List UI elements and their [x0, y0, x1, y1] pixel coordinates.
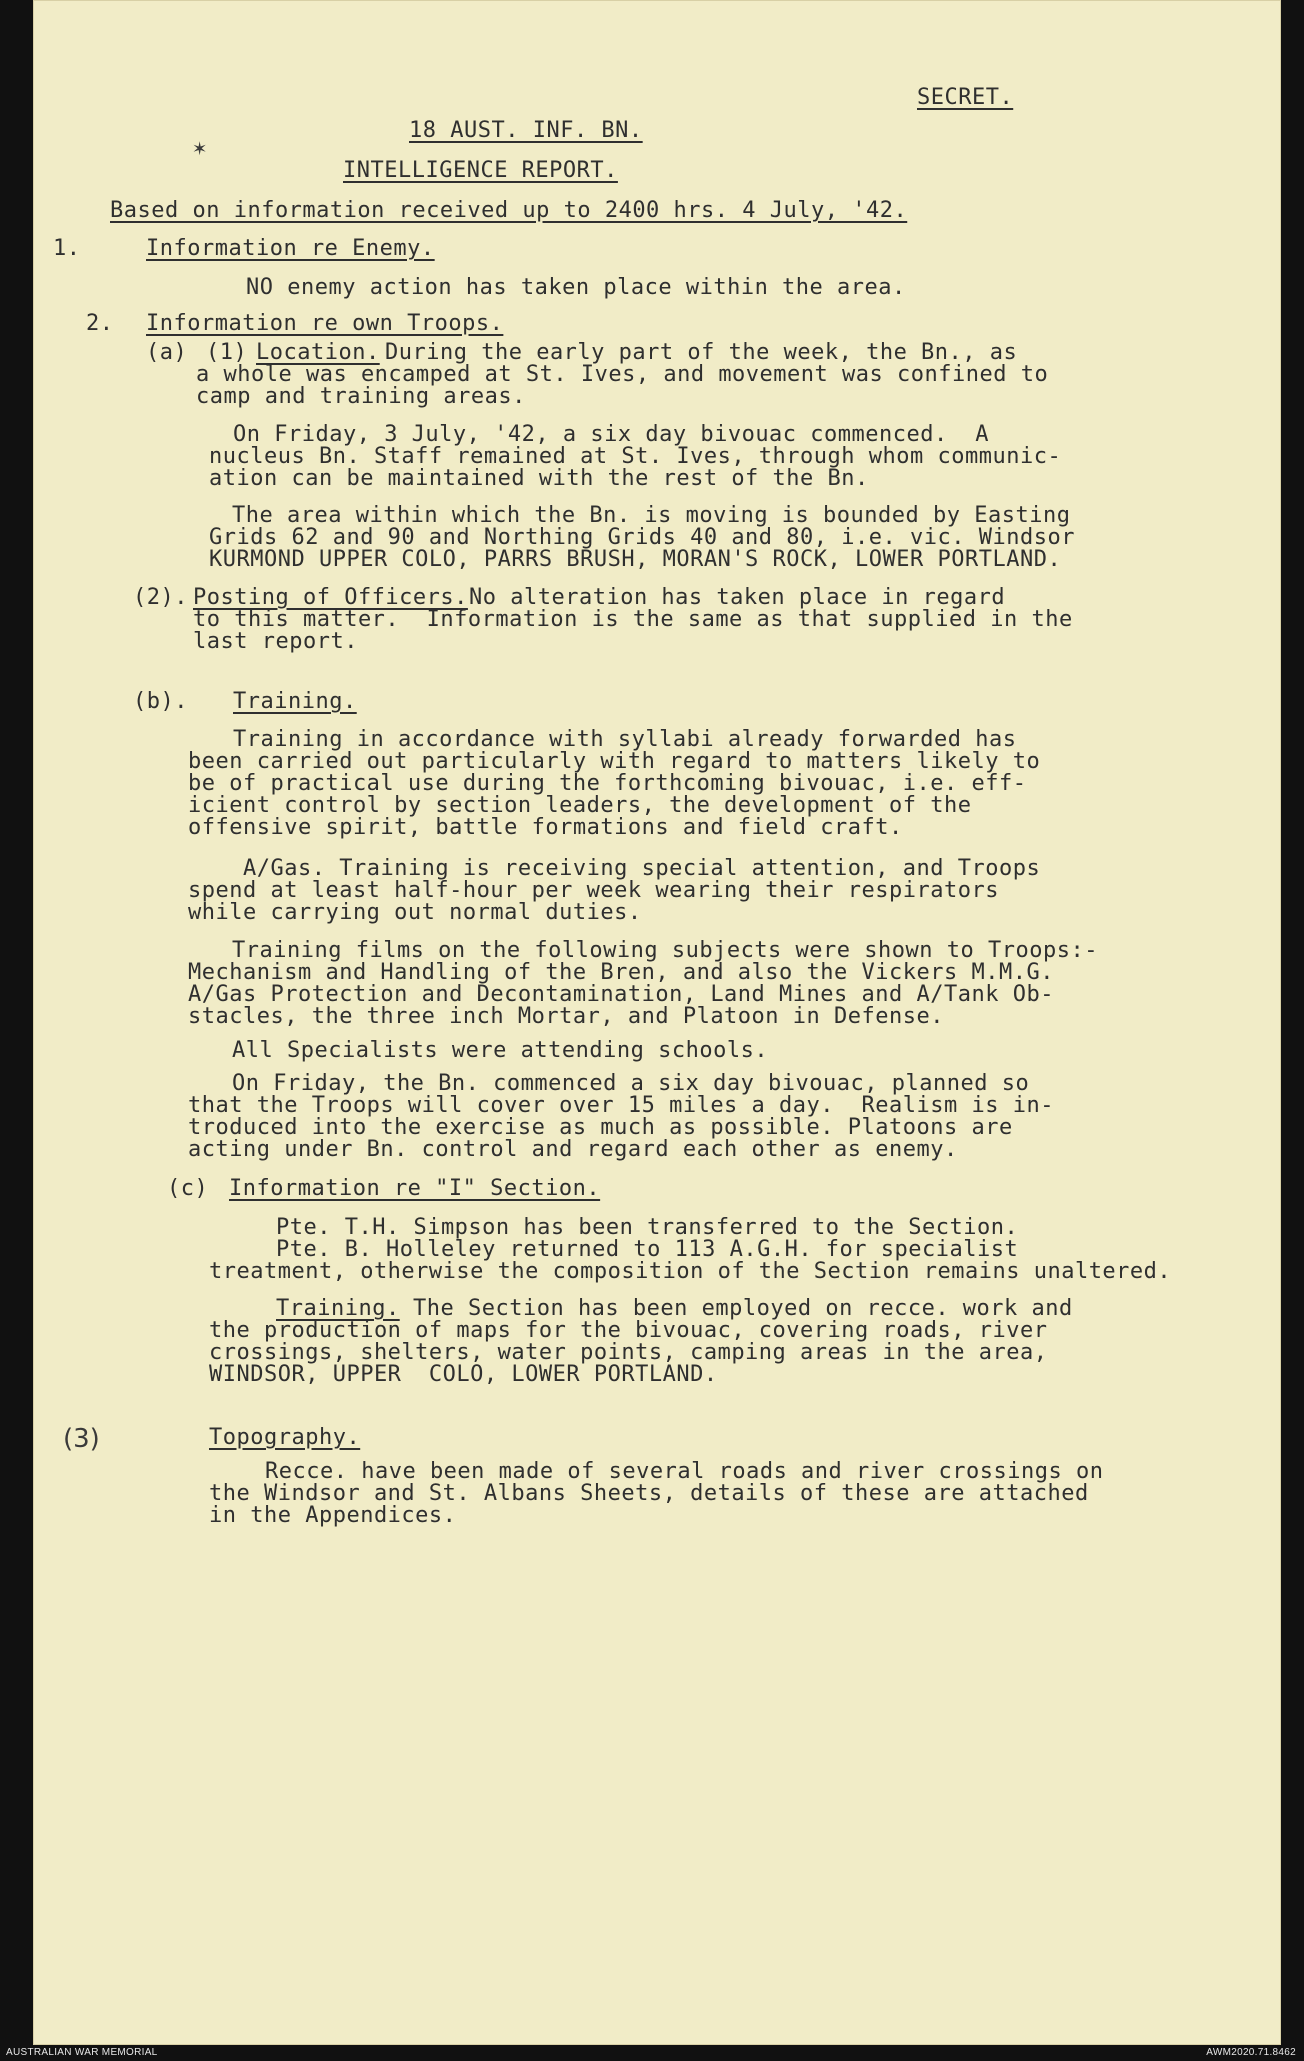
training-line: A/Gas Protection and Decontamination, Land Mines and A/Tank Ob- — [188, 982, 1054, 1007]
i-section-line: crossings, shelters, water points, camping areas in the area, — [209, 1340, 1048, 1365]
archive-footer-left: AUSTRALIAN WAR MEMORIAL — [6, 2047, 158, 2058]
training-line: A/Gas. Training is receiving special attention, and Troops — [243, 856, 1041, 881]
classification-secret: SECRET. — [917, 85, 1014, 110]
location-line: On Friday, 3 July, '42, a six day bivouac commenced. A — [233, 422, 989, 447]
location-line: The area within which the Bn. is moving is bounded by Easting — [232, 503, 1071, 528]
i-section-line: Pte. B. Holleley returned to 113 A.G.H. for specialist — [276, 1237, 1019, 1262]
posting-heading: Posting of Officers. — [193, 585, 468, 610]
location-line: KURMOND UPPER COLO, PARRS BRUSH, MORAN'S ROCK, LOWER PORTLAND. — [209, 547, 1062, 572]
location-heading: Location. — [256, 340, 380, 365]
location-line: ation can be maintained with the rest of the Bn. — [209, 466, 869, 491]
unit-title: 18 AUST. INF. BN. — [409, 118, 643, 143]
archive-footer-right: AWM2020.71.8462 — [1206, 2047, 1296, 2058]
training-line: icient control by section leaders, the development of the — [188, 793, 972, 818]
topography-line: Recce. have been made of several roads and river crossings on — [265, 1459, 1104, 1484]
training-line: that the Troops will cover over 15 miles a day. Realism is in- — [188, 1093, 1054, 1118]
posting-line: last report. — [193, 629, 358, 654]
section-1-number: 1. — [53, 236, 81, 261]
location-line: a whole was encamped at St. Ives, and movement was confined to — [196, 362, 1049, 387]
i-section-line: the production of maps for the bivouac, covering roads, river — [209, 1318, 1048, 1343]
staple-mark-icon: ✶ — [193, 136, 207, 161]
training-line: offensive spirit, battle formations and field craft. — [188, 815, 903, 840]
training-line: Mechanism and Handling of the Bren, and also the Vickers M.M.G. — [188, 960, 1054, 985]
training-line: while carrying out normal duties. — [188, 900, 642, 925]
subsection-a-marker: (a) — [146, 340, 188, 365]
section-2-heading: Information re own Troops. — [146, 311, 504, 336]
location-marker: (1) — [206, 340, 248, 365]
document-page — [33, 0, 1281, 2045]
section-3-number: (3) — [63, 1424, 100, 1454]
training-heading: Training. — [233, 689, 357, 714]
location-line: camp and training areas. — [196, 384, 526, 409]
location-line: Grids 62 and 90 and Northing Grids 40 and 80, i.e. vic. Windsor — [209, 525, 1075, 550]
section-1-text: NO enemy action has taken place within the area. — [246, 275, 906, 300]
training-line: Training films on the following subjects were shown to Troops:- — [232, 938, 1098, 963]
i-section-line: treatment, otherwise the composition of the Section remains unaltered. — [209, 1259, 1172, 1284]
report-title: INTELLIGENCE REPORT. — [343, 158, 618, 183]
training-line: acting under Bn. control and regard each other as enemy. — [188, 1137, 958, 1162]
training-line: be of practical use during the forthcoming bivouac, i.e. eff- — [188, 771, 1027, 796]
training-line: Training in accordance with syllabi already forwarded has — [233, 727, 1017, 752]
location-line: nucleus Bn. Staff remained at St. Ives, through whom communic- — [209, 444, 1062, 469]
training-line: All Specialists were attending schools. — [232, 1038, 769, 1063]
i-section-heading: Information re "I" Section. — [229, 1176, 601, 1201]
section-2-number: 2. — [86, 311, 114, 336]
topography-heading: Topography. — [209, 1425, 361, 1450]
posting-line: No alteration has taken place in regard — [469, 585, 1006, 610]
training-line: troduced into the exercise as much as possible. Platoons are — [188, 1115, 1013, 1140]
i-section-line: Pte. T.H. Simpson has been transferred to the Section. — [276, 1215, 1019, 1240]
i-section-line: The Section has been employed on recce. work and — [413, 1296, 1073, 1321]
topography-line: in the Appendices. — [209, 1503, 457, 1528]
section-1-heading: Information re Enemy. — [146, 236, 435, 261]
posting-line: to this matter. Information is the same as that supplied in the — [193, 607, 1073, 632]
report-date-line: Based on information received up to 2400 hrs. 4 July, '42. — [110, 198, 908, 223]
i-section-marker: (c) — [167, 1176, 209, 1201]
i-section-training-heading: Training. — [276, 1296, 400, 1321]
training-line: spend at least half-hour per week wearing their respirators — [188, 878, 999, 903]
topography-line: the Windsor and St. Albans Sheets, details of these are attached — [209, 1481, 1089, 1506]
location-line: During the early part of the week, the Bn., as — [385, 340, 1018, 365]
training-line: stacles, the three inch Mortar, and Platoon in Defense. — [188, 1004, 944, 1029]
training-marker: (b). — [133, 689, 188, 714]
training-line: On Friday, the Bn. commenced a six day bivouac, planned so — [232, 1071, 1030, 1096]
training-line: been carried out particularly with regard to matters likely to — [188, 749, 1041, 774]
i-section-line: WINDSOR, UPPER COLO, LOWER PORTLAND. — [209, 1362, 718, 1387]
posting-marker: (2). — [133, 585, 188, 610]
